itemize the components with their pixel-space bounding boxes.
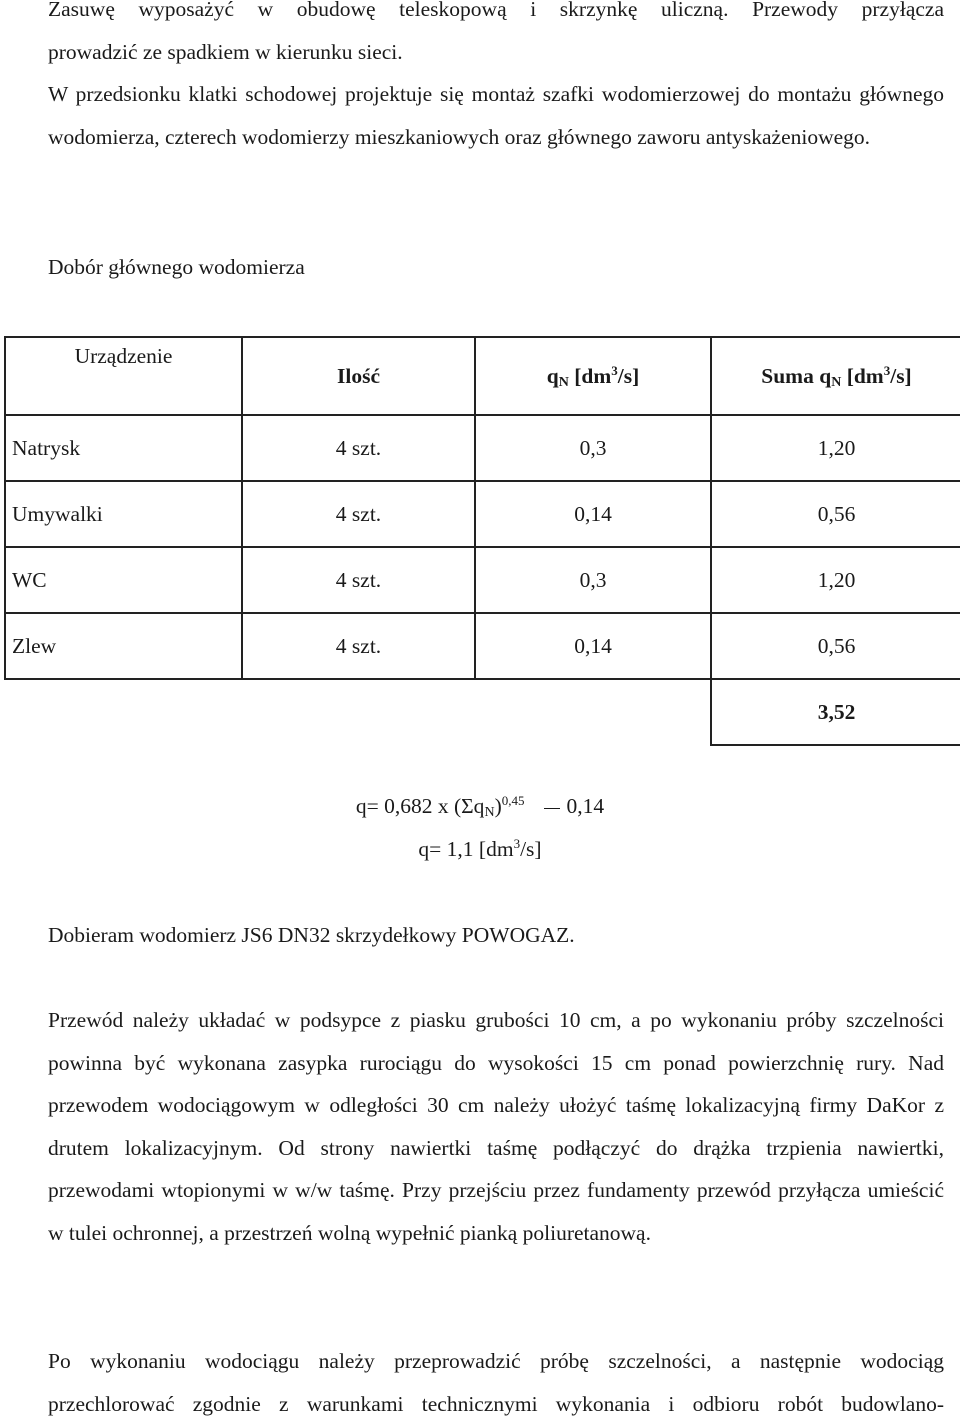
row-qn: 0,14: [475, 481, 711, 547]
row-qty: 4 szt.: [242, 415, 475, 481]
table-row: [5, 481, 960, 547]
formula-result: q= 1,1 $[dm^3/s]$: [418, 836, 542, 861]
total-sum: 3,52: [711, 679, 960, 745]
header-qty: Ilość: [242, 337, 475, 415]
table-row: [5, 547, 960, 613]
formula-q: q= 0,682 x $(\Sigma q_N)^{0,45}$ 0,14: [355, 793, 605, 820]
row-device: Umywalki: [5, 481, 242, 547]
flow-table: [4, 336, 960, 746]
table-row: [5, 613, 960, 679]
row-device: Natrysk: [5, 415, 242, 481]
row-qty: 4 szt.: [242, 547, 475, 613]
paragraph-testing: Po wykonaniu wodociągu należy przeprowadzić próbę szczelności, a następnie wodociąg przechlorować zgodnie z warunkami technicznymi wykonania i odbioru robót budowlano-: [48, 1349, 944, 1416]
intro-line-2: prowadzić ze spadkiem w kierunku sieci.: [48, 40, 403, 64]
row-sum: 0,56: [711, 613, 960, 679]
row-qn: 0,14: [475, 613, 711, 679]
row-sum: 1,20: [711, 415, 960, 481]
meter-selection: Dobieram wodomierz JS6 DN32 skrzydełkowy POWOGAZ.: [48, 923, 575, 947]
row-qn: 0,3: [475, 415, 711, 481]
header-qn: $q_N$ $[dm^3/s]$: [475, 337, 711, 415]
section-title: Dobór głównego wodomierza: [48, 255, 305, 279]
intro-paragraph: W przedsionku klatki schodowej projektuje się montaż szafki wodomierzowej do montażu głównego wodomierza, czterech wodomierzy mieszkaniowych oraz głównego zaworu antyskażeniowego.: [48, 82, 944, 149]
row-sum: 1,20: [711, 547, 960, 613]
row-device: Zlew: [5, 613, 242, 679]
header-sum: Suma $q_N$ $[dm^3/s]$: [711, 337, 960, 415]
row-qn: 0,3: [475, 547, 711, 613]
intro-line-1: Zasuwę wyposażyć w obudowę teleskopową i skrzynkę uliczną. Przewody przyłącza: [48, 0, 944, 21]
row-qty: 4 szt.: [242, 481, 475, 547]
row-qty: 4 szt.: [242, 613, 475, 679]
paragraph-laying: Przewód należy układać w podsypce z piasku grubości 10 cm, a po wykonaniu próby szczelności powinna być wykonana zasypka rurociągu do wysokości 15 cm ponad powierzchnię rury. Nad przewodem wodociągowym w odległości 30 cm należy ułożyć taśmę lokalizacyjną firmy DaKor z drutem lokalizacyjnym. Od strony nawiertki taśmę podłączyć do drążka trzpienia nawiertki, przewodami wtopionymi w w/w taśmę. Przy przejściu przez fundamenty przewód przyłącza umieścić w tulei ochronnej, a przestrzeń wolną wypełnić pianką poliuretanową.: [48, 1008, 944, 1245]
header-device: Urządzenie: [5, 337, 242, 415]
row-sum: 0,56: [711, 481, 960, 547]
minus-sign: [544, 808, 560, 809]
table-row: [5, 415, 960, 481]
table-header-row: [5, 337, 960, 415]
table-total-row: [5, 679, 960, 745]
row-device: WC: [5, 547, 242, 613]
